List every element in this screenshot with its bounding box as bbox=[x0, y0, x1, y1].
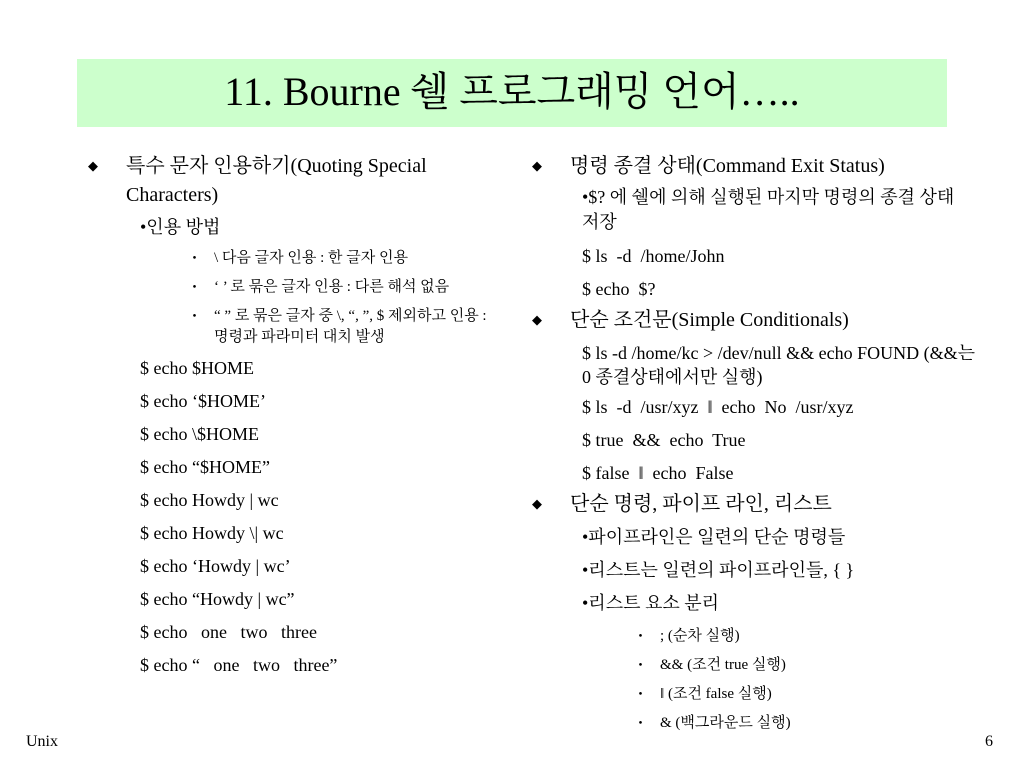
dot-bullet-icon: ・ bbox=[187, 249, 203, 267]
page-number: 6 bbox=[985, 733, 993, 750]
exit-status-heading: ◆ 명령 종결 상태(Command Exit Status) bbox=[570, 152, 990, 181]
command-line: $ echo Howdy \| wc bbox=[140, 523, 284, 543]
footer-label: Unix bbox=[26, 733, 58, 750]
diamond-bullet-icon: ◆ bbox=[88, 159, 98, 174]
command-line: $ echo “Howdy | wc” bbox=[140, 589, 295, 609]
command-line: $ echo “ one two three” bbox=[140, 655, 338, 675]
diamond-bullet-icon: ◆ bbox=[532, 159, 542, 174]
list-item: ・ && (조건 true 실행) bbox=[660, 651, 1024, 680]
diamond-bullet-icon: ◆ bbox=[532, 313, 542, 328]
list-item: •리스트 요소 분리 bbox=[582, 593, 720, 613]
list-item: ・ \ 다음 글자 인용 : 한 글자 인용 bbox=[187, 249, 408, 267]
title-banner bbox=[77, 59, 947, 127]
command-line: $ echo ‘$HOME’ bbox=[140, 391, 266, 411]
command-line: $ echo Howdy | wc bbox=[140, 490, 279, 510]
slide-title: 11. Bourne 쉘 프로그래밍 언어….. bbox=[224, 69, 800, 114]
diamond-bullet-icon: ◆ bbox=[532, 497, 542, 512]
quoting-heading: ◆ 특수 문자 인용하기(Quoting Special Characters) bbox=[126, 152, 466, 210]
list-item: ・ “ ” 로 묶은 글자 중 \, “, ”, $ 제외하고 인용 : 명령과 파라미터 대치 발생 bbox=[187, 307, 487, 345]
command-line: $ false ‖ echo False bbox=[582, 463, 734, 483]
command-line: $ echo one two three bbox=[140, 622, 317, 642]
pipeline-heading: ◆ 단순 명령, 파이프 라인, 리스트 bbox=[570, 490, 990, 519]
conditionals-block bbox=[582, 341, 982, 490]
command-line: $ true && echo True bbox=[582, 430, 746, 450]
command-line: $ echo “$HOME” bbox=[140, 457, 270, 477]
pipeline-block bbox=[582, 521, 982, 620]
dot-bullet-icon: ・ bbox=[187, 307, 203, 325]
left-column bbox=[88, 152, 487, 682]
command-line: $ ls -d /home/kc > /dev/null && echo FOUND (&&는 0 종결상태에서만 실행) bbox=[582, 343, 975, 387]
list-item: ・ ; (순차 실행) bbox=[660, 622, 1024, 651]
dot-bullet-icon: ・ bbox=[187, 278, 203, 296]
dot-bullet-icon: ・ bbox=[633, 656, 649, 674]
right-column bbox=[532, 152, 990, 738]
command-line: $ echo ‘Howdy | wc’ bbox=[140, 556, 291, 576]
dot-bullet-icon: ・ bbox=[633, 685, 649, 703]
dot-bullet-icon: ・ bbox=[633, 714, 649, 732]
list-item: ・ ‖ (조건 false 실행) bbox=[660, 680, 1024, 709]
command-line: $ echo \$HOME bbox=[140, 424, 259, 444]
exit-status-description: •$? 에 쉘에 의해 실행된 마지막 명령의 종결 상태 저장 bbox=[582, 187, 955, 232]
separator-list bbox=[570, 622, 990, 738]
command-line: $ echo $? bbox=[582, 279, 656, 299]
command-line: $ echo $HOME bbox=[140, 358, 254, 378]
quoting-method-list bbox=[126, 248, 487, 348]
conditionals-heading: ◆ 단순 조건문(Simple Conditionals) bbox=[570, 306, 990, 335]
quoting-methods: •인용 방법 bbox=[140, 217, 221, 237]
list-item: ・ & (백그라운드 실행) bbox=[660, 709, 1024, 738]
echo-examples bbox=[140, 352, 480, 682]
list-item: ・ ‘ ’ 로 묶은 글자 인용 : 다른 해석 없음 bbox=[187, 278, 450, 296]
command-line: $ ls -d /usr/xyz ‖ echo No /usr/xyz bbox=[582, 397, 854, 417]
dot-bullet-icon: ・ bbox=[633, 627, 649, 645]
command-line: $ ls -d /home/John bbox=[582, 246, 725, 266]
list-item: •파이프라인은 일련의 단순 명령들 bbox=[582, 527, 846, 547]
list-item: •리스트는 일련의 파이프라인들, { } bbox=[582, 560, 855, 580]
exit-status-block bbox=[582, 185, 967, 306]
